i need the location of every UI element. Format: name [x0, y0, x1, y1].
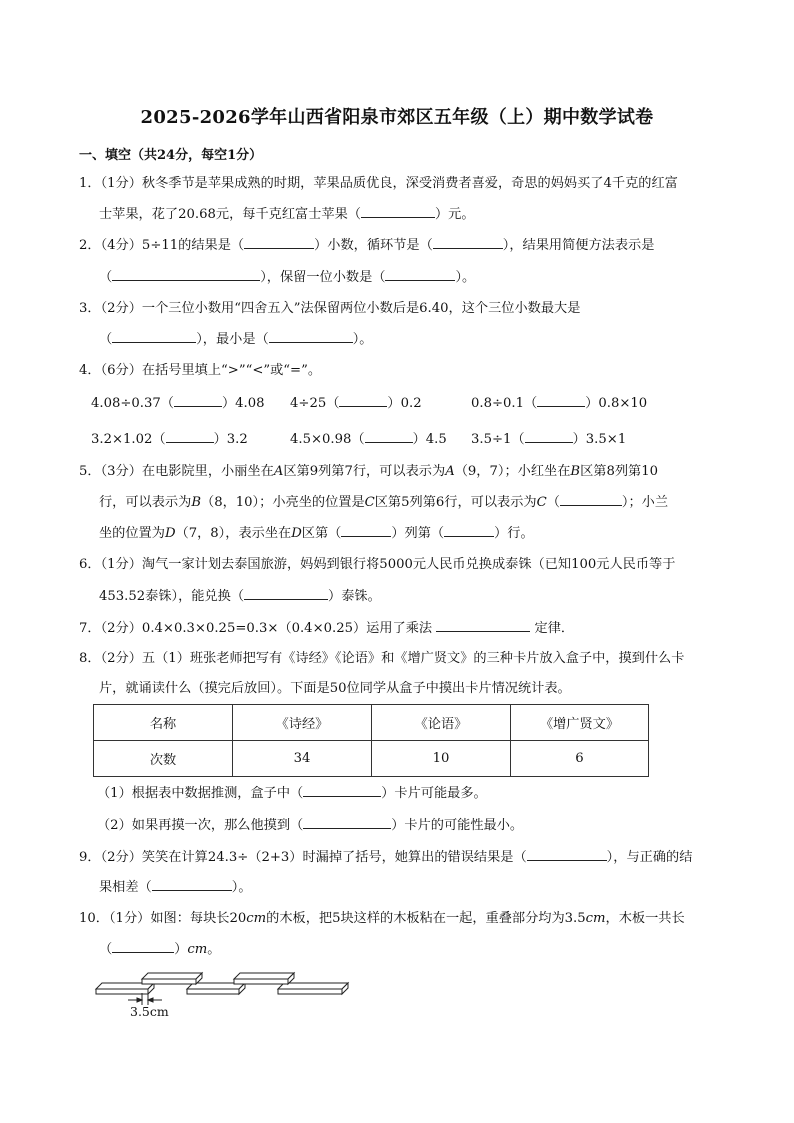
question-1-line-1: 1．（1分）秋冬季节是苹果成熟的时期，苹果品质优良，深受消费者喜爱，奇思的妈妈买了4千克的红富 [79, 176, 678, 191]
table-cell: 10 [372, 741, 511, 777]
answer-blank[interactable] [560, 493, 622, 506]
compare-item: 3.2×1.02（ ）3.2 [91, 432, 248, 447]
statistics-table [93, 704, 649, 777]
answer-blank[interactable] [112, 940, 174, 953]
table-cell: 6 [511, 741, 649, 777]
answer-blank[interactable] [112, 330, 196, 343]
question-2-line-1: 2．（4分）5÷11的结果是（ ）小数，循环节是（ ），结果用简便方法表示是 [79, 238, 655, 253]
question-8-line-2: 片，就诵读什么（摸完后放回）。下面是50位同学从盒子中摸出卡片情况统计表。 [99, 681, 571, 696]
question-9-line-1: 9．（2分）笑笑在计算24.3÷（2+3）时漏掉了括号，她算出的错误结果是（ ），与正确的结 [79, 850, 693, 865]
answer-blank[interactable] [537, 394, 585, 407]
answer-blank[interactable] [152, 878, 232, 891]
answer-blank[interactable] [166, 430, 214, 443]
table-header-cell: 《增广贤文》 [511, 705, 649, 741]
section-heading: 一、填空（共24分，每空1分） [79, 148, 263, 163]
question-5-line-2: 行，可以表示为B（8，10）；小亮坐的位置是C区第5列第6行，可以表示为C（ ）；小兰 [99, 495, 669, 510]
answer-blank[interactable] [112, 268, 260, 281]
table-header-row [94, 705, 649, 741]
question-2-line-2: （ ），保留一位小数是（ ）。 [99, 270, 476, 285]
answer-blank[interactable] [339, 394, 387, 407]
question-9-line-2: 果相差（ ）。 [99, 880, 252, 895]
question-8-sub-2: （2）如果再摸一次，那么他摸到（ ）卡片的可能性最小。 [97, 818, 524, 833]
answer-blank[interactable] [361, 205, 435, 218]
answer-blank[interactable] [303, 816, 391, 829]
compare-item: 4.5×0.98（ ）4.5 [290, 432, 447, 447]
table-cell: 34 [233, 741, 372, 777]
question-7-line-1: 7．（2分）0.4×0.3×0.25=0.3×（0.4×0.25）运用了乘法 定律． [79, 621, 575, 636]
answer-blank[interactable] [174, 394, 222, 407]
table-header-cell: 《论语》 [372, 705, 511, 741]
board [142, 973, 202, 984]
board [96, 983, 154, 994]
compare-item: 4.08÷0.37（ ）4.08 [91, 396, 265, 411]
question-8-sub-1: （1）根据表中数据推测，盒子中（ ）卡片可能最多。 [97, 786, 487, 801]
table-row [94, 741, 649, 777]
answer-blank[interactable] [444, 524, 494, 537]
question-8-line-1: 8．（2分）五（1）班张老师把写有《诗经》《论语》和《增广贤文》的三种卡片放入盒子中，摸到什么卡 [79, 651, 685, 666]
board [278, 983, 348, 994]
page-title: 2025-2026学年山西省阳泉市郊区五年级（上）期中数学试卷 [140, 107, 654, 128]
answer-blank[interactable] [385, 268, 455, 281]
question-6-line-1: 6．（1分）淘气一家计划去泰国旅游，妈妈到银行将5000元人民币兑换成泰铢（已知100元人民币等于 [79, 557, 676, 572]
table-header-cell: 名称 [94, 705, 233, 741]
question-3-line-1: 3．（2分）一个三位小数用“四舍五入”法保留两位小数后是6.40，这个三位小数最大是 [79, 301, 581, 316]
figure-dimension-label: 3.5cm [130, 1004, 169, 1019]
answer-blank[interactable] [436, 619, 530, 632]
question-10-line-2: （ ）cm。 [99, 942, 221, 957]
answer-blank[interactable] [244, 587, 328, 600]
answer-blank[interactable] [244, 236, 314, 249]
answer-blank[interactable] [341, 524, 391, 537]
answer-blank[interactable] [433, 236, 503, 249]
answer-blank[interactable] [269, 330, 353, 343]
question-5-line-1: 5．（3分）在电影院里，小丽坐在A区第9列第7行，可以表示为A（9，7）；小红坐在B区第8列第10 [79, 464, 659, 479]
board [234, 973, 294, 984]
compare-item: 3.5÷1（ ）3.5×1 [471, 432, 627, 447]
answer-blank[interactable] [303, 784, 381, 797]
question-5-line-3: 坐的位置为D（7，8），表示坐在D区第（ ）列第（ ）行。 [99, 526, 534, 541]
question-3-line-2: （ ），最小是（ ）。 [99, 332, 373, 347]
question-10-line-1: 10．（1分）如图：每块长20cm的木板，把5块这样的木板粘在一起，重叠部分均为3.5cm，木板一共长 [79, 911, 685, 926]
answer-blank[interactable] [365, 430, 413, 443]
compare-item: 4÷25（ ）0.2 [290, 396, 422, 411]
table-cell: 次数 [94, 741, 233, 777]
table-header-cell: 《诗经》 [233, 705, 372, 741]
question-1-line-2: 士苹果，花了20.68元，每千克红富士苹果（ ）元。 [99, 207, 475, 222]
question-6-line-2: 453.52泰铢），能兑换（ ）泰铢。 [99, 589, 381, 604]
answer-blank[interactable] [527, 848, 607, 861]
answer-blank[interactable] [525, 430, 573, 443]
compare-item: 0.8÷0.1（ ）0.8×10 [471, 396, 648, 411]
question-4-line-1: 4．（6分）在括号里填上“>”“<”或“=”。 [79, 363, 322, 378]
